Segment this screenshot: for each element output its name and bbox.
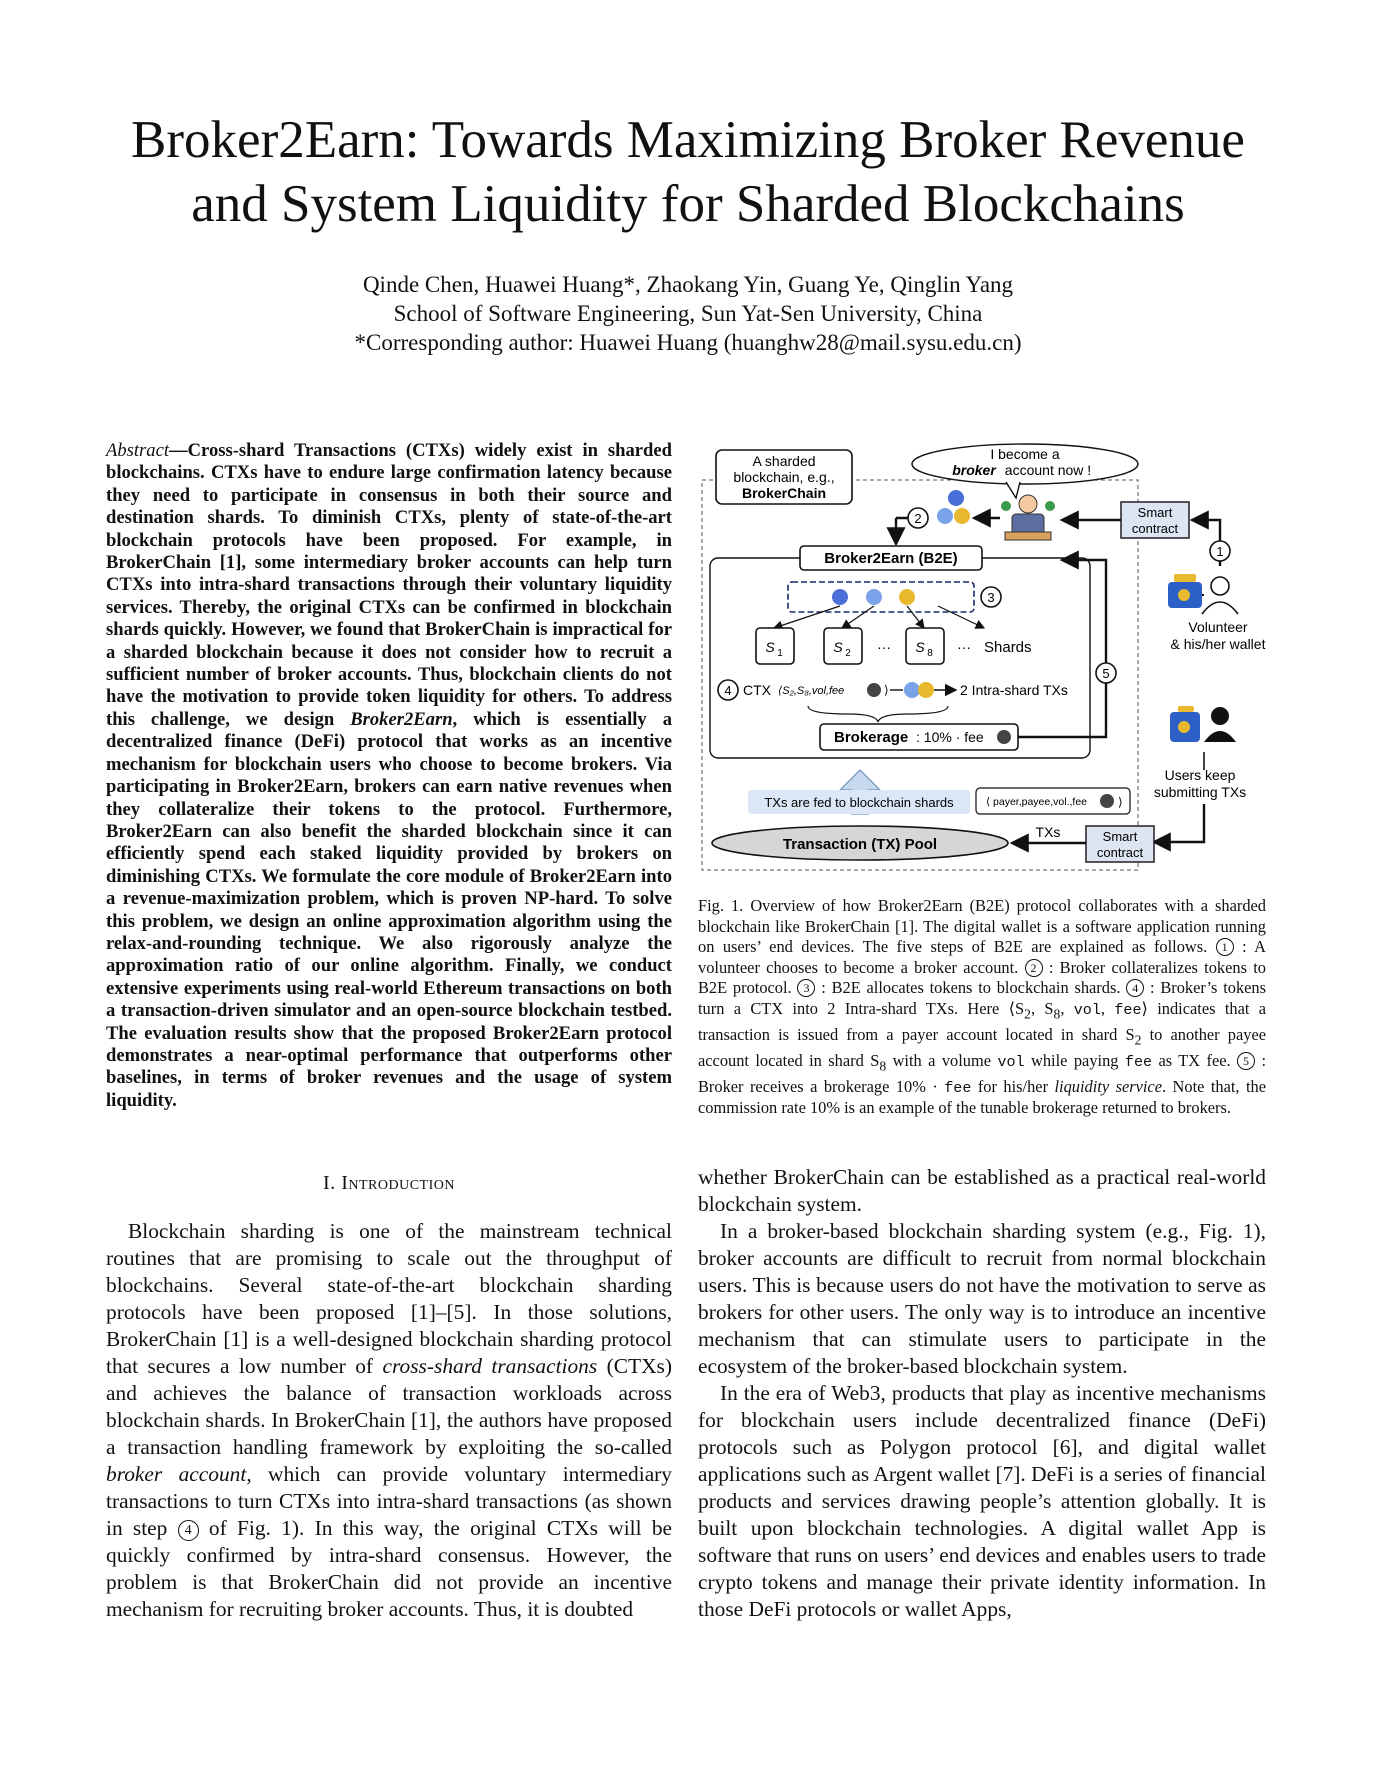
caption-sub: 8 xyxy=(1053,1006,1061,1022)
caption-text: . Note that, the commission rate 10% is an example of the tunable brokerage returned to brokers. xyxy=(698,1076,1267,1118)
author-affiliation: School of Software Engineering, Sun Yat-Sen University, China xyxy=(393,301,983,326)
caption-step-2: 2 xyxy=(1025,959,1043,977)
shard-letter: S xyxy=(765,639,775,655)
abstract-text-2: , which is essentially a decentralized finance (DeFi) protocol that works as an incentive mechanism for blockchain users who choose to become brokers. Via participating in Broker2Earn, brokers can earn native revenues when they collateralize their tokens to the protocol. Furthermore, Broker2Earn can also benefit the sharded blockchain since it can efficiently spend each staked liquidity provided by brokers on diminishing CTXs. We formulate the core module of Broker2Earn into a revenue-maximization problem, which is proven NP-hard. To solve this problem, we design an online approximation algorithm using the relax-and-rounding technique. We also rigorously analyze the approximation ratio of our online algorithm. Finally, we conduct extensive experiments using real-world Ethereum transactions on both a transaction-driven simulator and an open-source blockchain testbed. The evaluation results show that the proposed Broker2Earn protocol demonstrates a near-optimal performance that outperforms other baselines, in terms of broker revenues and the usage of system liquidity. xyxy=(106,708,673,1111)
caption-text: , xyxy=(1100,998,1115,1018)
caption-mono: vol xyxy=(1073,1000,1101,1019)
intro-left-column xyxy=(106,1218,672,1623)
user-person-icon xyxy=(1204,707,1236,742)
fed-label: TXs are fed to blockchain shards xyxy=(764,795,954,810)
brace xyxy=(808,706,948,722)
caption-step-4: 4 xyxy=(1126,979,1144,997)
caption-text: , S xyxy=(1030,998,1054,1018)
sharded-blockchain-label xyxy=(716,450,852,504)
step-5-label: 5 xyxy=(1102,666,1110,681)
intro-em-cross-shard: cross-shard transactions xyxy=(382,1354,598,1378)
brokerage-rest: : 10% · fee xyxy=(916,729,984,745)
title-line-2: and System Liquidity for Sharded Blockchains xyxy=(191,175,1185,233)
caption-text: for his/her xyxy=(971,1076,1055,1096)
caption-text: : B2E allocates tokens to blockchain shards. xyxy=(815,978,1127,998)
caption-mono: fee xyxy=(1114,1000,1142,1019)
intro-text-b: (CTXs) and achieves the balance of transaction workloads across blockchain shards. In BrokerChain [1], the authors have proposed a transaction handling framework by exploiting the so-called xyxy=(106,1354,672,1459)
coin-icon xyxy=(904,682,920,698)
sc-bottom-line: contract xyxy=(1096,845,1144,860)
caption-text: : Broker’s tokens turn a CTX into 2 Intra-shard TXs. Here ⟨S xyxy=(698,978,1266,1018)
coin-icon xyxy=(899,589,915,605)
bubble-bold: broker xyxy=(952,462,996,478)
coin-icon xyxy=(866,589,882,605)
intra-shard-label: 2 Intra-shard TXs xyxy=(960,682,1068,698)
coin-icon xyxy=(918,682,934,698)
txs-label: TXs xyxy=(1035,824,1061,840)
intro-paragraph-1 xyxy=(106,1218,672,1623)
ctx-label: CTX xyxy=(743,682,771,698)
brokerage-bold: Brokerage xyxy=(834,729,909,746)
step-4-marker: 4 xyxy=(178,1520,199,1541)
volunteer-label: Volunteer xyxy=(1188,619,1248,635)
caption-mono: vol xyxy=(997,1052,1025,1071)
shard-ellipsis: ··· xyxy=(877,639,891,655)
shard-letter: S xyxy=(833,639,843,655)
shard-ellipsis: ··· xyxy=(957,639,971,655)
abstract-text-1: —Cross-shard Transactions (CTXs) widely exist in sharded blockchains. CTXs have to endure large confirmation latency because they need to participate in consensus in both their source and destination shards. To diminish CTXs, plenty of state-of-the-art blockchain protocols have been proposed. For example, in BrokerChain [1], some intermediary broker accounts can help turn CTXs into intra-shard transactions through their voluntary liquidity services. Thereby, the original CTXs can be confirmed in blockchain shards quickly. However, we found that BrokerChain is impractical for a sharded blockchain because it does not consider how to recruit a sufficient number of broker accounts. Thus, blockchain clients do not have the motivation to provide token liquidity for others. To address this challenge, we design xyxy=(106,440,672,730)
sc-top-line: contract xyxy=(1131,521,1179,536)
section-title: Introduction xyxy=(341,1172,455,1194)
caption-text: to another payee account located in shard S xyxy=(698,1024,1267,1070)
caption-text: , xyxy=(1060,998,1074,1018)
intro-text-d: of Fig. 1). In this way, the original CTXs will be quickly confirmed by intra-shard consensus. However, the problem is that BrokerChain did not provide an incentive mechanism for recruiting broker accounts. Thus, it is doubted xyxy=(106,1516,673,1621)
sharded-label-line: blockchain, e.g., xyxy=(733,469,835,485)
intro-text-a: Blockchain sharding is one of the mainstream technical routines that are promising to scale out the throughput of blockchains. Several state-of-the-art blockchain sharding protocols have been proposed [1]–[5]. In those solutions, BrokerChain [1] is a well-designed blockchain sharding protocol that secures a low number of xyxy=(106,1219,672,1378)
caption-text: : Broker receives a brokerage 10% · xyxy=(698,1050,1267,1096)
shard-s2 xyxy=(824,628,862,664)
caption-sub: 8 xyxy=(879,1058,887,1073)
svg-text:⟩: ⟩ xyxy=(884,683,889,697)
bubble-line: I become a xyxy=(990,446,1060,462)
bubble-line: account now ! xyxy=(1004,462,1092,478)
users-label: submitting TXs xyxy=(1153,784,1247,800)
abstract xyxy=(106,440,672,1112)
caption-step-5: 5 xyxy=(1237,1052,1255,1070)
sc-top-line: Smart xyxy=(1137,505,1173,520)
section-number: I. xyxy=(323,1172,336,1194)
svg-text:⟩: ⟩ xyxy=(1118,795,1123,809)
b2e-title: Broker2Earn (B2E) xyxy=(824,550,958,567)
caption-step-1: 1 xyxy=(1216,938,1234,956)
shard-s8 xyxy=(906,628,944,664)
corresponding-author: *Corresponding author: Huawei Huang (huanghw28@mail.sysu.edu.cn) xyxy=(354,330,1022,355)
volunteer-wallet-icon xyxy=(1168,574,1202,608)
caption-text: as TX fee. xyxy=(1152,1050,1238,1070)
dark-coin-icon xyxy=(997,730,1011,744)
intro-paragraph-2: In a broker-based blockchain sharding system (e.g., Fig. 1), broker accounts are difficult to recruit from normal blockchain users. This is because users do not have the motivation to serve as brokers for other users. The only way is to introduce an incentive mechanism that can stimulate users to participate in the ecosystem of the broker-based blockchain system. xyxy=(698,1219,1266,1378)
sc-bottom-line: Smart xyxy=(1102,829,1138,844)
caption-em: liquidity service xyxy=(1054,1076,1162,1096)
caption-mono: fee xyxy=(944,1078,972,1097)
payer-tuple: ⟨ payer,payee,vol.,fee xyxy=(986,796,1087,808)
coin-icon xyxy=(954,508,970,524)
broker-person-icon xyxy=(1001,495,1055,540)
caption-text: ⟩ indicates that a transaction is issued from a payer account located in shard S xyxy=(698,998,1266,1044)
abstract-protocol-name: Broker2Earn xyxy=(350,708,453,730)
intro-right-column xyxy=(698,1164,1266,1623)
figure-1-diagram xyxy=(698,440,1268,880)
shards-label: Shards xyxy=(984,639,1032,656)
paper-title xyxy=(60,108,1316,236)
title-line-1: Broker2Earn: Towards Maximizing Broker Revenue xyxy=(131,111,1245,169)
smart-contract-bottom xyxy=(1086,826,1154,862)
sharded-label-line: A sharded xyxy=(752,453,816,469)
broker-speech-bubble xyxy=(912,444,1138,498)
step-1-label: 1 xyxy=(1216,544,1224,559)
user-wallet-icon xyxy=(1170,706,1200,742)
intro-paragraph-3: In the era of Web3, products that play as incentive mechanisms for blockchain users include decentralized finance (DeFi) protocols such as Polygon protocol [6], and digital wallet applications such as Argent wallet [7]. DeFi is a series of financial products and services drawing people’s attention globally. It is built upon blockchain technologies. A digital wallet App is software that runs on users’ end devices and enables users to trade crypto tokens and manage their private identity information. In those DeFi protocols or wallet Apps, xyxy=(698,1381,1266,1621)
sharded-label-line: BrokerChain xyxy=(741,485,827,501)
eth-coin-icon xyxy=(948,490,964,506)
caption-text: : A volunteer chooses to become a broker account. xyxy=(698,937,1266,977)
figure-caption xyxy=(698,896,1266,1119)
broker-coins-top xyxy=(937,490,970,524)
caption-mono: fee xyxy=(1124,1052,1153,1071)
dark-coin-icon xyxy=(1100,794,1114,808)
shard-s1 xyxy=(756,628,794,664)
tx-pool-label: Transaction (TX) Pool xyxy=(782,836,938,853)
ctx-tuple: ⟨S₂,S₈,vol,fee xyxy=(778,685,845,697)
smart-contract-top xyxy=(1121,502,1189,538)
users-label: Users keep xyxy=(1164,767,1236,783)
step-3-label: 3 xyxy=(987,590,995,605)
abstract-lead: Abstract xyxy=(106,440,170,461)
step-2-label: 2 xyxy=(914,511,922,526)
caption-step-3: 3 xyxy=(797,979,815,997)
intro-text-c: , which can provide voluntary intermediary transactions to turn CTXs into intra-shard transactions (as shown in step xyxy=(106,1462,673,1540)
coin-icon xyxy=(937,508,953,524)
caption-text: with a volume xyxy=(886,1050,998,1070)
intro-continuation: whether BrokerChain can be established as a practical real-world blockchain system. xyxy=(698,1165,1266,1216)
volunteer-person-icon xyxy=(1202,577,1238,614)
caption-sub: 2 xyxy=(1134,1032,1142,1048)
volunteer-label: & his/her wallet xyxy=(1170,636,1266,652)
step-4-label: 4 xyxy=(724,683,732,698)
author-names: Qinde Chen, Huawei Huang*, Zhaokang Yin, Guang Ye, Qinglin Yang xyxy=(362,272,1014,297)
caption-text: Fig. 1. Overview of how Broker2Earn (B2E) protocol collaborates with a sharded blockchain like BrokerChain [1]. The digital wallet is a software application running on users’ end devices. The five steps of B2E are explained as follows. xyxy=(698,896,1266,957)
shard-sub: 2 xyxy=(845,648,851,659)
eth-coin-icon xyxy=(832,589,848,605)
caption-text: : Broker collateralizes tokens to B2E protocol. xyxy=(698,957,1266,998)
shard-sub: 1 xyxy=(777,648,783,659)
intro-em-broker-account: broker account xyxy=(106,1462,247,1486)
dark-coin-icon xyxy=(867,683,881,697)
caption-sub: 2 xyxy=(1024,1006,1031,1022)
shard-letter: S xyxy=(915,639,925,655)
author-block xyxy=(60,270,1316,357)
section-heading xyxy=(106,1172,672,1195)
shard-sub: 8 xyxy=(927,648,933,659)
caption-text: while paying xyxy=(1024,1050,1125,1070)
